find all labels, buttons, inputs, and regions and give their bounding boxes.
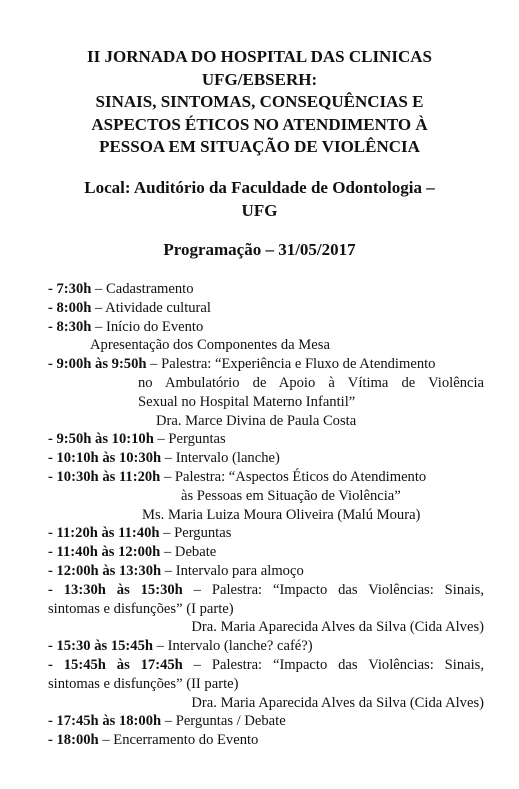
schedule-speaker [48,618,484,637]
schedule-time: - 13:30h às 15:30h [48,581,183,598]
schedule-continuation [48,336,484,355]
schedule-text: – Debate [160,544,217,561]
schedule-text: Dra. Maria Aparecida Alves da Silva (Cida Alves) [191,619,484,636]
schedule-time: - 11:40h às 12:00h [48,544,161,561]
schedule-item [48,637,484,656]
schedule-item [48,280,484,299]
location-line: Local: Auditório da Faculdade de Odontologia – [84,178,435,197]
schedule-item [48,731,484,750]
schedule-speaker [48,694,484,713]
schedule-time: - 9:00h às 9:50h [48,356,147,373]
schedule-time: - 12:00h às 13:30h [48,562,162,579]
schedule-continuation [48,487,484,506]
schedule-text: – Palestra: “Experiência e Fluxo de Atendimento [146,356,436,373]
title-line: PESSOA EM SITUAÇÃO DE VIOLÊNCIA [99,137,420,156]
schedule-text: – Perguntas [153,431,226,448]
schedule-text: – Intervalo para almoço [161,562,304,579]
schedule-speaker [48,506,484,525]
schedule-text: Dra. Maria Aparecida Alves da Silva (Cida Alves) [191,694,484,711]
location-line: UFG [241,201,278,220]
schedule-item [48,355,484,374]
schedule-text: – Encerramento do Evento [98,732,259,749]
schedule-item [48,562,484,581]
schedule-text: – Palestra: “Impacto das Violências: Sinais, [182,656,484,673]
schedule-item [48,468,484,487]
schedule-time: - 10:10h às 10:30h [48,450,162,467]
schedule-text: Ms. Maria Luiza Moura Oliveira (Malú Moura) [142,506,421,523]
schedule-text: – Perguntas [159,525,232,542]
schedule-text: – Intervalo (lanche? café?) [153,638,313,655]
schedule-item [48,543,484,562]
program-heading: Programação – 31/05/2017 [163,240,356,259]
schedule-text: Apresentação dos Componentes da Mesa [90,337,330,354]
event-location [0,176,519,222]
schedule-text: às Pessoas em Situação de Violência” [181,487,401,504]
schedule-text: – Intervalo (lanche) [161,450,280,467]
schedule-time: - 15:30 às 15:45h [48,638,153,655]
schedule-item [48,430,484,449]
title-line: ASPECTOS ÉTICOS NO ATENDIMENTO À [91,114,428,134]
schedule-text: sintomas e disfunções” (I parte) [48,600,234,617]
schedule-continuation [48,600,484,619]
schedule-text: – Cadastramento [91,281,194,297]
schedule-text: – Palestra: “Aspectos Éticos do Atendimento [160,468,427,485]
schedule-item [48,524,484,543]
schedule-time: - 10:30h às 11:20h [48,468,161,485]
schedule-text: – Palestra: “Impacto das Violências: Sinais, [182,581,484,598]
schedule-item [48,299,484,318]
schedule-item [48,656,484,675]
schedule-text: sintomas e disfunções” (II parte) [48,675,239,692]
schedule-text: no Ambulatório de Apoio à Vítima de Violência [138,374,484,391]
schedule-time: - 15:45h às 17:45h [48,656,183,673]
schedule-time: - 8:00h [48,299,92,316]
schedule-text: Sexual no Hospital Materno Infantil” [138,393,356,410]
schedule-time: - 18:00h [48,732,99,749]
title-line: SINAIS, SINTOMAS, CONSEQUÊNCIAS E [95,92,424,111]
schedule-list [48,280,484,750]
schedule-item [48,449,484,468]
schedule-text: – Atividade cultural [91,299,211,316]
schedule-time: - 7:30h [48,281,92,297]
schedule-text: – Início do Evento [91,318,204,335]
title-line: II JORNADA DO HOSPITAL DAS CLINICAS [87,47,432,66]
schedule-continuation [48,675,484,694]
schedule-time: - 8:30h [48,318,92,335]
title-line: UFG/EBSERH: [201,69,318,89]
schedule-continuation [48,393,484,412]
schedule-time: - 9:50h às 10:10h [48,431,154,448]
schedule-text: Dra. Marce Divina de Paula Costa [156,412,357,429]
schedule-item [48,712,484,731]
schedule-speaker [48,412,484,431]
event-title [0,46,519,159]
schedule-item [48,581,484,600]
schedule-continuation [48,374,484,393]
schedule-time: - 11:20h às 11:40h [48,525,160,542]
schedule-time: - 17:45h às 18:00h [48,713,162,730]
schedule-item [48,318,484,337]
schedule-text: – Perguntas / Debate [161,713,286,730]
